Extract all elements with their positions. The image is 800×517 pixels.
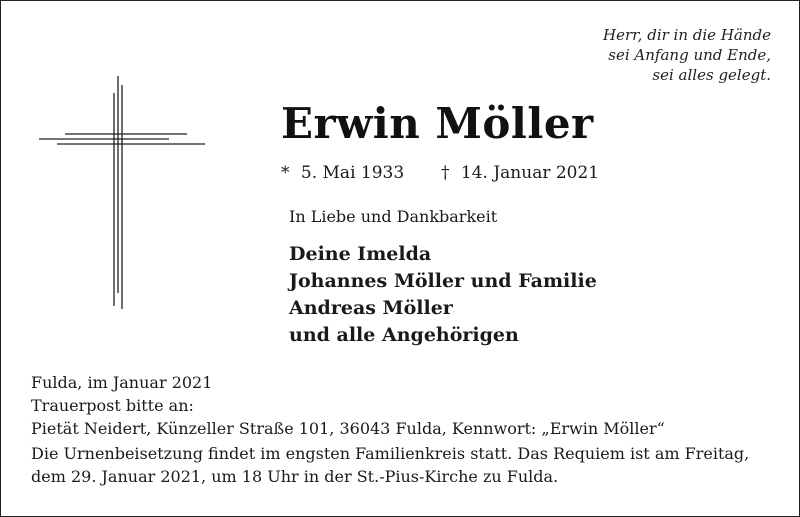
- birth-date: 5. Mai 1933: [300, 163, 405, 183]
- deceased-name: Erwin Möller: [281, 99, 594, 148]
- motto-verse: [603, 25, 771, 85]
- intro-text: In Liebe und Dankbarkeit: [289, 207, 498, 226]
- mourner-line: und alle Angehörigen: [289, 324, 519, 346]
- motto-line: Herr, dir in die Hände: [603, 26, 771, 44]
- mourners-list: [289, 241, 597, 349]
- mourner-line: Johannes Möller und Familie: [289, 270, 597, 292]
- mail-address: Pietät Neidert, Künzeller Straße 101, 36043 Fulda, Kennwort: „Erwin Möller“: [31, 419, 665, 438]
- service-info-line: Die Urnenbeisetzung findet im engsten Familienkreis statt. Das Requiem ist am Freitag,: [31, 444, 750, 463]
- footer-info: [31, 371, 779, 488]
- mourner-line: Deine Imelda: [289, 243, 432, 265]
- motto-line: sei alles gelegt.: [652, 66, 771, 84]
- mail-label: Trauerpost bitte an:: [31, 396, 194, 415]
- motto-line: sei Anfang und Ende,: [608, 46, 771, 64]
- place-date: Fulda, im Januar 2021: [31, 373, 213, 392]
- death-date: 14. Januar 2021: [460, 163, 600, 183]
- death-symbol: †: [441, 163, 450, 183]
- cross-icon: [37, 71, 207, 311]
- service-info-line: dem 29. Januar 2021, um 18 Uhr in der St.-Pius-Kirche zu Fulda.: [31, 467, 559, 486]
- life-dates: [281, 163, 605, 183]
- birth-symbol: *: [281, 163, 290, 183]
- mourner-line: Andreas Möller: [289, 297, 453, 319]
